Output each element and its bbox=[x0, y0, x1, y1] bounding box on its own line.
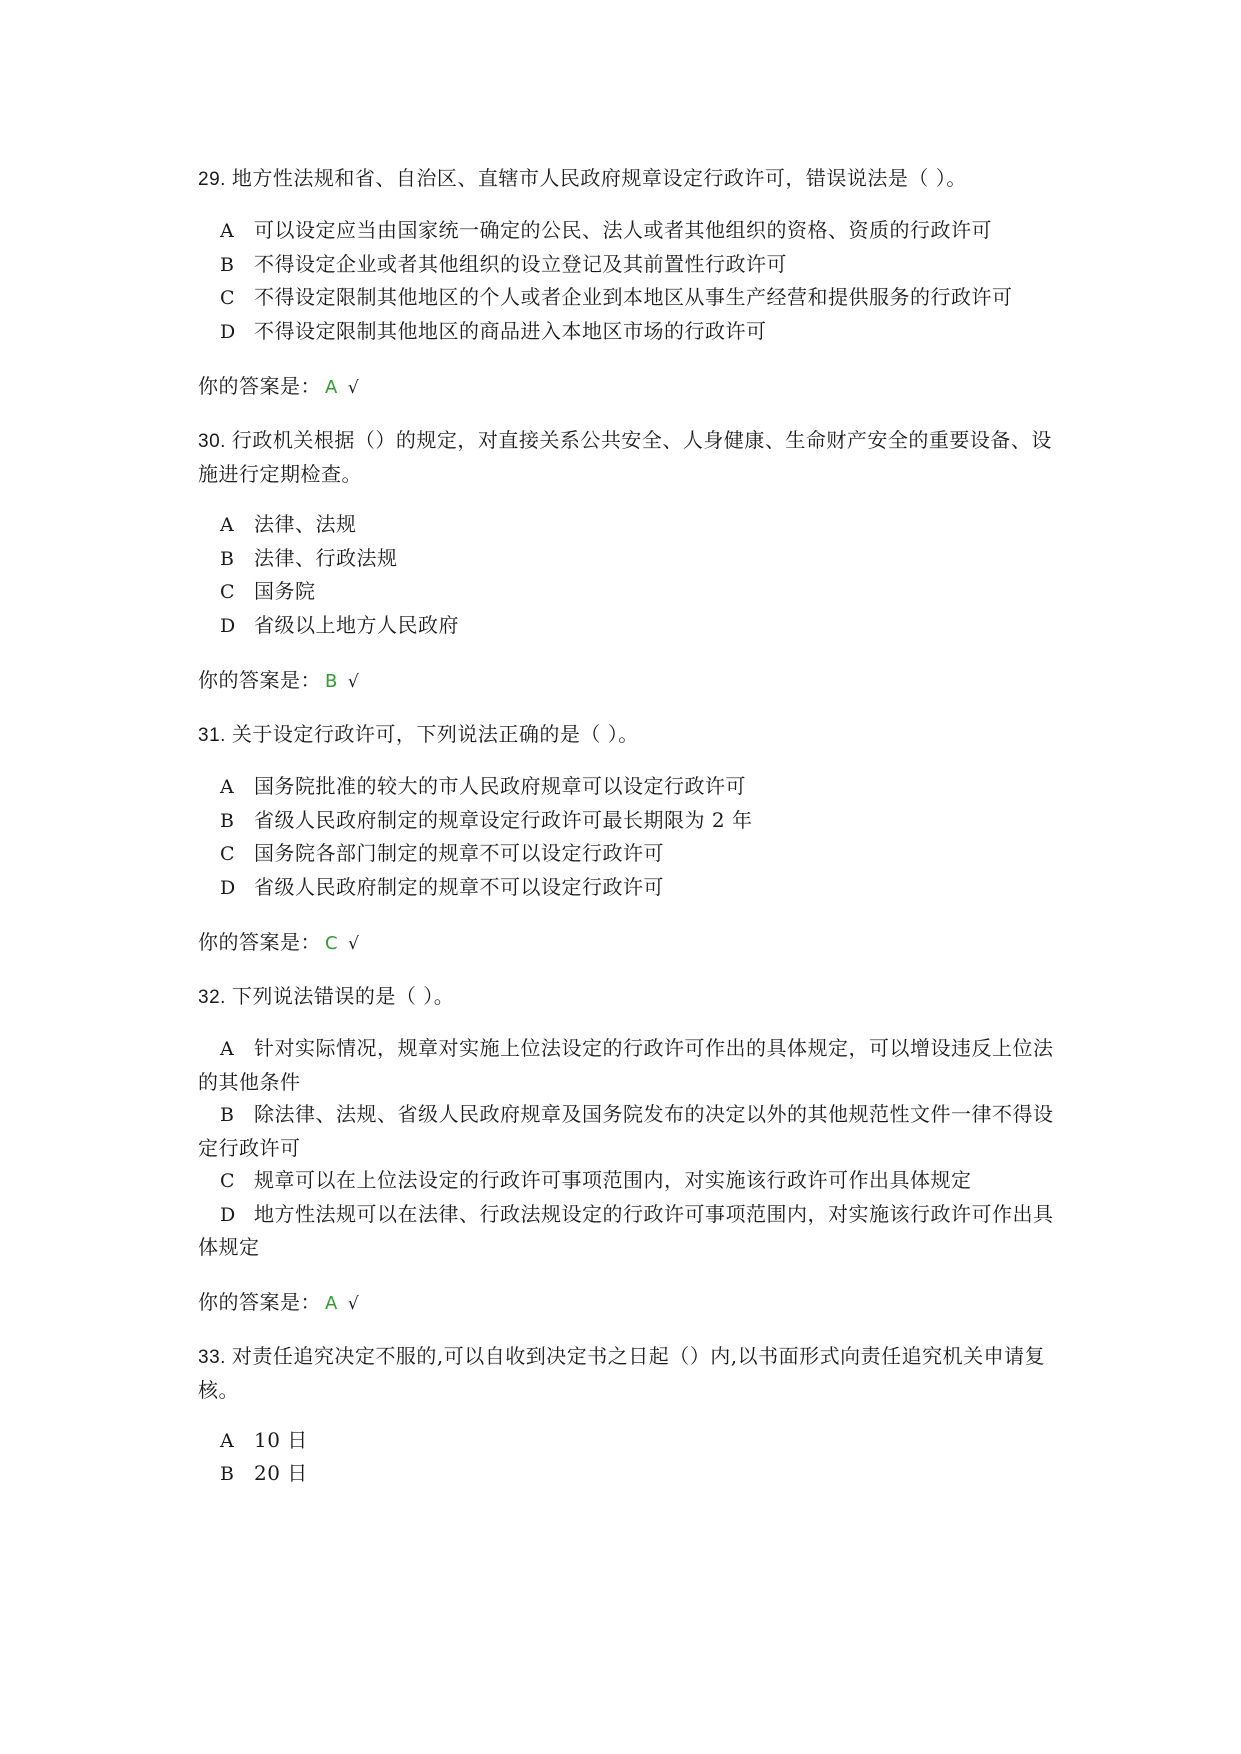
checkmark-icon: √ bbox=[347, 378, 360, 398]
question-29 bbox=[198, 162, 1058, 404]
option-text: 不得设定企业或者其他组织的设立登记及其前置性行政许可 bbox=[254, 251, 787, 276]
option-text: 省级以上地方人民政府 bbox=[254, 612, 459, 637]
question-text: 行政机关根据（）的规定，对直接关系公共安全、人身健康、生命财产安全的重要设备、设施进行定期检查。 bbox=[198, 428, 1052, 486]
your-answer bbox=[198, 370, 1058, 404]
option-text: 规章可以在上位法设定的行政许可事项范围内，对实施该行政许可作出具体规定 bbox=[254, 1168, 972, 1192]
question-stem bbox=[198, 162, 1058, 196]
option-d bbox=[198, 609, 1058, 643]
option-text: 国务院 bbox=[254, 579, 316, 603]
question-number: 33. bbox=[198, 1346, 226, 1368]
checkmark-icon: √ bbox=[347, 1293, 360, 1314]
question-number: 32. bbox=[198, 987, 226, 1008]
option-letter: B bbox=[220, 547, 235, 570]
option-letter: A bbox=[220, 1429, 235, 1452]
option-b bbox=[198, 248, 1058, 282]
option-letter: D bbox=[220, 1203, 236, 1226]
option-text: 可以设定应当由国家统一确定的公民、法人或者其他组织的资格、资质的行政许可 bbox=[254, 218, 992, 242]
question-30 bbox=[198, 424, 1058, 698]
option-d bbox=[198, 315, 1058, 349]
your-answer bbox=[198, 664, 1058, 698]
option-d bbox=[198, 1198, 1058, 1264]
option-a bbox=[198, 1032, 1058, 1098]
question-text: 地方性法规和省、自治区、直辖市人民政府规章设定行政许可，错误说法是（ ）。 bbox=[231, 166, 967, 190]
option-list bbox=[198, 1032, 1058, 1264]
option-letter: B bbox=[220, 253, 235, 276]
question-text: 关于设定行政许可，下列说法正确的是（ ）。 bbox=[231, 722, 639, 746]
question-stem bbox=[198, 718, 1058, 752]
option-text: 针对实际情况，规章对实施上位法设定的行政许可作出的具体规定，可以增设违反上位法的其他条件 bbox=[198, 1036, 1054, 1094]
option-letter: A bbox=[220, 220, 235, 242]
option-letter: A bbox=[220, 1038, 235, 1060]
option-letter: B bbox=[220, 1104, 235, 1126]
answer-prefix: 你的答案是： bbox=[198, 930, 321, 954]
answer-letter: A bbox=[325, 1292, 338, 1314]
option-text: 国务院各部门制定的规章不可以设定行政许可 bbox=[254, 841, 664, 865]
option-text: 20 日 bbox=[254, 1461, 308, 1485]
option-b bbox=[198, 542, 1058, 576]
your-answer bbox=[198, 926, 1058, 960]
question-33 bbox=[198, 1340, 1058, 1491]
option-letter: C bbox=[220, 1170, 236, 1192]
answer-prefix: 你的答案是： bbox=[198, 668, 321, 692]
option-list bbox=[198, 770, 1058, 904]
answer-letter: A bbox=[325, 377, 338, 398]
option-letter: C bbox=[220, 581, 236, 603]
option-letter: B bbox=[220, 809, 235, 832]
option-d bbox=[198, 871, 1058, 905]
option-text: 不得设定限制其他地区的个人或者企业到本地区从事生产经营和提供服务的行政许可 bbox=[254, 285, 1013, 309]
your-answer bbox=[198, 1286, 1058, 1320]
option-c bbox=[198, 1164, 1058, 1198]
option-letter: D bbox=[220, 876, 236, 899]
option-text: 不得设定限制其他地区的商品进入本地区市场的行政许可 bbox=[254, 318, 767, 343]
option-text: 国务院批准的较大的市人民政府规章可以设定行政许可 bbox=[254, 774, 746, 798]
option-c bbox=[198, 281, 1058, 315]
option-a bbox=[198, 1424, 1058, 1458]
option-letter: B bbox=[220, 1463, 235, 1485]
option-c bbox=[198, 575, 1058, 609]
option-letter: D bbox=[220, 614, 236, 637]
answer-prefix: 你的答案是： bbox=[198, 1289, 321, 1314]
question-stem bbox=[198, 424, 1058, 490]
answer-prefix: 你的答案是： bbox=[198, 374, 321, 398]
option-b bbox=[198, 1457, 1058, 1491]
option-text: 省级人民政府制定的规章设定行政许可最长期限为 2 年 bbox=[254, 807, 753, 832]
checkmark-icon: √ bbox=[348, 934, 360, 954]
option-letter: C bbox=[220, 287, 236, 309]
option-text: 10 日 bbox=[254, 1427, 308, 1452]
option-letter: A bbox=[220, 514, 235, 536]
document-page bbox=[198, 162, 1058, 1513]
question-text: 下列说法错误的是（ ）。 bbox=[231, 984, 455, 1008]
option-text: 地方性法规可以在法律、行政法规设定的行政许可事项范围内，对实施该行政许可作出具体规定 bbox=[198, 1201, 1054, 1259]
question-number: 29. bbox=[198, 169, 226, 190]
option-text: 法律、行政法规 bbox=[254, 545, 398, 570]
question-number: 31. bbox=[198, 725, 226, 746]
option-text: 除法律、法规、省级人民政府规章及国务院发布的决定以外的其他规范性文件一律不得设定行政许可 bbox=[198, 1102, 1054, 1160]
question-31 bbox=[198, 718, 1058, 960]
question-number: 30. bbox=[198, 431, 226, 452]
option-letter: D bbox=[220, 320, 236, 343]
option-a bbox=[198, 770, 1058, 804]
question-32 bbox=[198, 980, 1058, 1320]
checkmark-icon: √ bbox=[347, 672, 360, 692]
option-list bbox=[198, 508, 1058, 642]
option-c bbox=[198, 837, 1058, 871]
question-stem bbox=[198, 1340, 1058, 1406]
option-text: 法律、法规 bbox=[254, 512, 357, 536]
answer-letter: B bbox=[325, 671, 338, 692]
option-b bbox=[198, 804, 1058, 838]
question-text: 对责任追究决定不服的,可以自收到决定书之日起（）内,以书面形式向责任追究机关申请复核。 bbox=[198, 1343, 1046, 1402]
option-b bbox=[198, 1098, 1058, 1164]
option-a bbox=[198, 214, 1058, 248]
option-letter: C bbox=[220, 843, 236, 865]
answer-letter: C bbox=[325, 933, 339, 954]
option-letter: A bbox=[220, 776, 235, 798]
option-text: 省级人民政府制定的规章不可以设定行政许可 bbox=[254, 874, 664, 899]
question-stem bbox=[198, 980, 1058, 1014]
option-list bbox=[198, 1424, 1058, 1491]
option-list bbox=[198, 214, 1058, 348]
option-a bbox=[198, 508, 1058, 542]
